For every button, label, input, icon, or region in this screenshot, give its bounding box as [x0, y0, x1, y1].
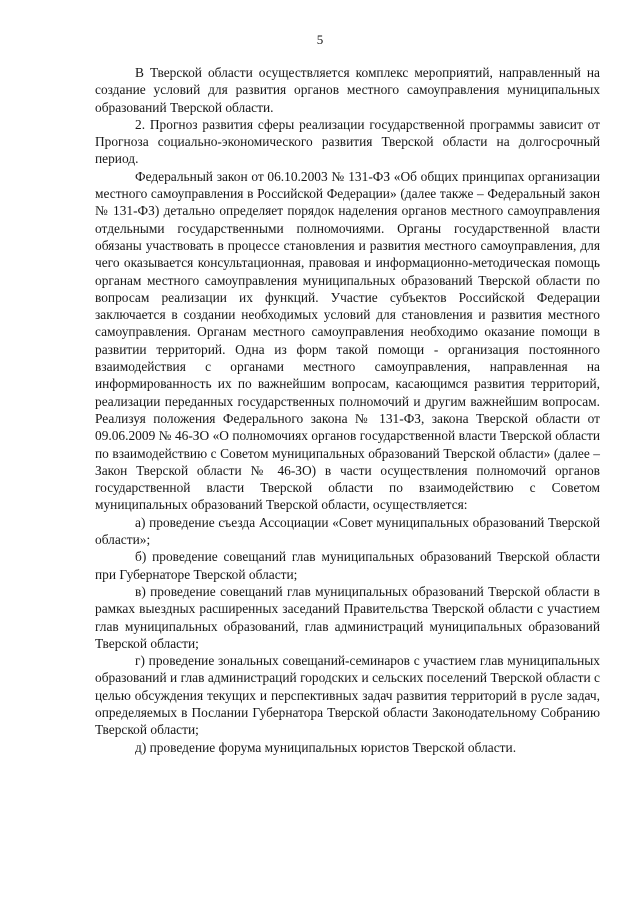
page-number: 5	[316, 32, 324, 47]
list-item: г) проведение зональных совещаний-семинаров с участием глав муниципальных образований и глав администраций городских и сельских поселений Тверской области с целью обсуждения текущих и перспективных задач развития территорий в русле задач, определяемых в Послании Губернатора Тверской области Законодательному Собранию Тверской области;	[95, 653, 600, 738]
list-item: в) проведение совещаний глав муниципальных образований Тверской области в рамках выездных расширенных заседаний Правительства Тверской области с участием глав муниципальных образований, глав администраций муниципальных образований Тверской области;	[95, 583, 600, 651]
list-item: б) проведение совещаний глав муниципальных образований Тверской области при Губернаторе Тверской области;	[95, 549, 600, 582]
paragraph: Федеральный закон от 06.10.2003 № 131-ФЗ «Об общих принципах организации местного самоуправления в Российской Федерации» (далее также – Федеральный закон № 131-ФЗ) детально определяет порядок наделения органов местного самоуправления отдельными государственными полномочиями. Органы государственной власти обязаны участвовать в процессе становления и развития местного самоуправления, для чего оказывается консультационная, правовая и информационно-методическая помощь органам местного самоуправления муниципальных образований Тверской области по вопросам реализации их функций. Участие субъектов Российской Федерации заключается в создании необходимых условий для становления и развития местного самоуправления. Органам местного самоуправления необходимо оказание помощи в развитии территорий. Одна из форм такой помощи - организация постоянного взаимодействия с органами местного самоуправления, направленная на информированность их по важнейшим вопросам, касающимся развития территорий, реализации переданных государственных полномочий и другим важнейшим вопросам. Реализуя положения Федерального закона № 131-ФЗ, закона Тверской области от 09.06.2009 № 46-ЗО «О полномочиях органов государственной власти Тверской области по взаимодействию с Советом муниципальных образований Тверской области» (далее – Закон Тверской области № 46-ЗО) в части осуществления полномочий органов государственной власти Тверской области по взаимодействию с Советом муниципальных образований Тверской области, осуществляется:	[95, 168, 600, 513]
document-body	[95, 64, 600, 756]
paragraph: 2. Прогноз развития сферы реализации государственной программы зависит от Прогноза социально-экономического развития Тверской области на долгосрочный период.	[95, 116, 600, 167]
paragraph: В Тверской области осуществляется комплекс мероприятий, направленный на создание условий для развития органов местного самоуправления муниципальных образований Тверской области.	[95, 65, 600, 115]
list-item: а) проведение съезда Ассоциации «Совет муниципальных образований Тверской области»;	[95, 514, 600, 548]
list-item: д) проведение форума муниципальных юристов Тверской области.	[135, 739, 517, 755]
